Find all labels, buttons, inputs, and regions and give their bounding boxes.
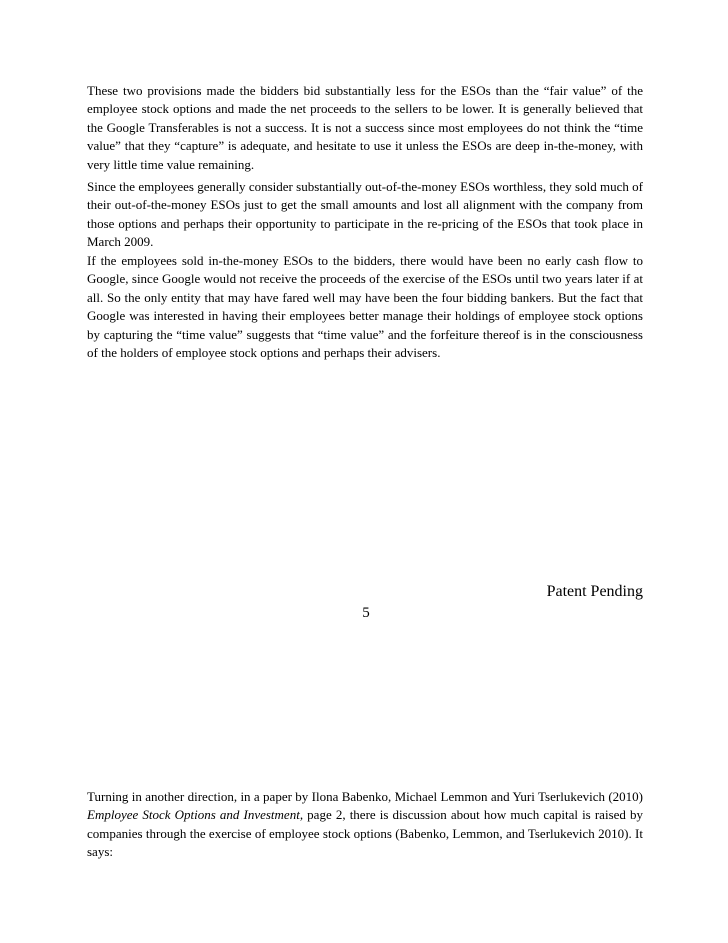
paragraph-google-transferables: These two provisions made the bidders bid substantially less for the ESOs than the “fair value” of the employee stock options and made the net proceeds to the sellers to be lower. It is generally believed that the Google Transferables is not a success. It is not a success since most employees do not think the “time value” that they “capture” is adequate, and hesitate to use it unless the ESOs are deep in-the-money, with very little time value remaining. [87, 83, 643, 172]
patent-pending-footer: Patent Pending [546, 583, 643, 600]
paragraph-out-of-the-money-esos: Since the employees generally consider substantially out-of-the-money ESOs worthless, they sold much of their out-of-the-money ESOs just to get the small amounts and lost all alignment with the company from those options and perhaps their opportunity to participate in the re-pricing of the ESOs that took place in March 2009. [87, 179, 643, 250]
paper-title: Employee Stock Options and Investment, [87, 807, 304, 823]
page-number: 5 [362, 605, 370, 621]
paragraph-text-after-title: page 2, there is discussion about how much capital is raised by companies through the exercise of employee stock options (Babenko, Lemmon, and Tserlukevich 2010). It says: [87, 807, 643, 860]
paragraph-in-the-money-esos: If the employees sold in-the-money ESOs to the bidders, there would have been no early cash flow to Google, since Google would not receive the proceeds of the exercise of the ESOs until two years later if at all. So the only entity that may have fared well may have been the four bidding bankers. But the fact that Google was interested in having their employees better manage their holdings of employee stock options by capturing the “time value” suggests that “time value” and the forfeiture thereof is in the consciousness of the holders of employee stock options and perhaps their advisers. [87, 253, 643, 361]
paragraph-babenko-paper [87, 788, 643, 862]
paragraph-text-before-title: Turning in another direction, in a paper by Ilona Babenko, Michael Lemmon and Yuri Tserlukevich (2010) [87, 789, 643, 804]
